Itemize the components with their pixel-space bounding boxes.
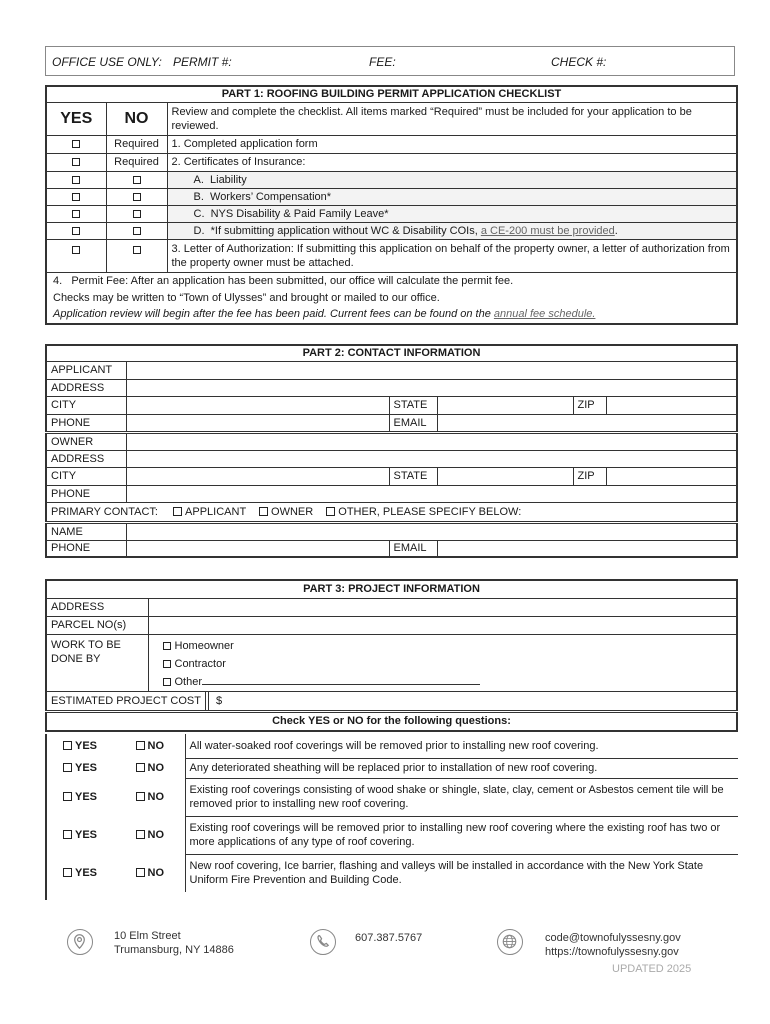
contact-email-label: EMAIL xyxy=(389,540,437,557)
contractor-checkbox[interactable] xyxy=(163,660,171,668)
work-by-options xyxy=(148,634,737,691)
contact-block xyxy=(545,931,681,959)
applicant-state-field[interactable] xyxy=(437,396,573,414)
contact-phone-label: PHONE xyxy=(46,540,126,557)
applicant-label: APPLICANT xyxy=(46,361,126,379)
part2-title: PART 2: CONTACT INFORMATION xyxy=(46,345,737,361)
part2-contact-table xyxy=(45,344,738,558)
applicant-phone-field[interactable] xyxy=(126,414,389,432)
q1-text: All water-soaked roof coverings will be removed prior to installing new roof covering. xyxy=(185,734,738,758)
cost-label-cell xyxy=(46,691,223,711)
owner-city-label: CITY xyxy=(46,467,126,485)
check-number-label: CHECK #: xyxy=(551,55,607,69)
item2-label: 2. Certificates of Insurance: xyxy=(167,153,737,171)
applicant-city-field[interactable] xyxy=(126,396,389,414)
homeowner-checkbox[interactable] xyxy=(163,642,171,650)
part1-checklist-table xyxy=(45,85,738,325)
footer-website[interactable]: https://townofulyssesny.gov xyxy=(545,946,679,958)
contact-phone-field[interactable] xyxy=(126,540,389,557)
questions-left-border xyxy=(45,734,47,900)
other-label: Other xyxy=(174,675,203,688)
footer-phone[interactable]: 607.387.5767 xyxy=(355,932,423,944)
q4-yes-checkbox[interactable] xyxy=(63,830,72,839)
parcel-field[interactable] xyxy=(148,616,737,634)
q3-text: Existing roof coverings consisting of wood shake or shingle, slate, clay, cement or Asbestos cement tile will be removed prior to installing new roof covering. xyxy=(185,778,738,816)
applicant-city-label: CITY xyxy=(46,396,126,414)
item2b-label: B. Workers’ Compensation* xyxy=(167,188,737,205)
q3-no-checkbox[interactable] xyxy=(136,792,145,801)
other-checkbox[interactable] xyxy=(163,678,171,686)
applicant-address-field[interactable] xyxy=(126,379,737,396)
primary-applicant-checkbox[interactable] xyxy=(173,507,182,516)
owner-field[interactable] xyxy=(126,432,737,450)
contact-email-field[interactable] xyxy=(437,540,737,557)
applicant-phone-label: PHONE xyxy=(46,414,126,432)
applicant-zip-label: ZIP xyxy=(573,396,606,414)
primary-other-label: OTHER, PLEASE SPECIFY BELOW: xyxy=(338,505,522,518)
globe-icon xyxy=(497,929,523,955)
item4-line3: Application review will begin after the fee has been paid. Current fees can be found on the xyxy=(53,308,494,320)
fee-label: FEE: xyxy=(369,55,396,69)
q2-yes-label: YES xyxy=(74,762,97,774)
footer-city: Trumansburg, NY 14886 xyxy=(114,944,234,956)
address-block xyxy=(114,929,234,957)
primary-contact-label: PRIMARY CONTACT: xyxy=(51,505,158,518)
cost-field[interactable] xyxy=(208,691,737,711)
primary-owner-label: OWNER xyxy=(271,505,314,518)
project-address-label: ADDRESS xyxy=(46,598,148,616)
applicant-field[interactable] xyxy=(126,361,737,379)
q4-no-checkbox[interactable] xyxy=(136,830,145,839)
q1-no-label: NO xyxy=(147,740,164,752)
questions-title: Check YES or NO for the following questions: xyxy=(46,711,737,731)
q2-yes-checkbox[interactable] xyxy=(63,763,72,772)
primary-contact-row xyxy=(46,502,737,522)
item2a-no-checkbox[interactable] xyxy=(133,176,141,184)
work-by-label: WORK TO BE DONE BY xyxy=(46,634,148,691)
item2-yes-checkbox[interactable] xyxy=(72,158,80,166)
item2d-yes-checkbox[interactable] xyxy=(72,227,80,235)
applicant-email-field[interactable] xyxy=(437,414,737,432)
item3-label: 3. Letter of Authorization: If submitting this application on behalf of the property owner, a letter of authorization from the property owner must be attached. xyxy=(167,239,737,272)
footer-email[interactable]: code@townofulyssesny.gov xyxy=(545,932,681,944)
permit-number-label: PERMIT #: xyxy=(173,55,232,69)
owner-address-label: ADDRESS xyxy=(46,450,126,467)
office-use-label: OFFICE USE ONLY: xyxy=(52,55,162,69)
item2c-label: C. NYS Disability & Paid Family Leave* xyxy=(167,205,737,222)
q3-yes-label: YES xyxy=(74,791,97,803)
no-header: NO xyxy=(106,102,167,135)
item3-no-checkbox[interactable] xyxy=(133,246,141,254)
q4-text: Existing roof coverings will be removed prior to installing new roof covering where the existing roof has two or more applications of any type of roof covering. xyxy=(185,816,738,854)
phone-icon xyxy=(310,929,336,955)
item2d-cell: D. *If submitting application without WC & Disability COIs, a CE-200 must be provided. xyxy=(167,222,737,239)
item1-yes-checkbox[interactable] xyxy=(72,140,80,148)
owner-label: OWNER xyxy=(46,432,126,450)
part1-title: PART 1: ROOFING BUILDING PERMIT APPLICATION CHECKLIST xyxy=(46,86,737,102)
contact-name-label: NAME xyxy=(46,522,126,540)
owner-state-field[interactable] xyxy=(437,467,573,485)
q5-yes-label: YES xyxy=(74,867,97,879)
q2-no-label: NO xyxy=(147,762,164,774)
q4-no-label: NO xyxy=(147,829,164,841)
item2c-no-checkbox[interactable] xyxy=(133,210,141,218)
owner-phone-field[interactable] xyxy=(126,485,737,502)
q5-no-label: NO xyxy=(147,867,164,879)
contractor-label: Contractor xyxy=(174,657,226,670)
owner-address-field[interactable] xyxy=(126,450,737,467)
part3-project-table xyxy=(45,579,738,732)
owner-zip-label: ZIP xyxy=(573,467,606,485)
applicant-zip-field[interactable] xyxy=(606,396,737,414)
checklist-intro: Review and complete the checklist. All items marked “Required” must be included for your application to be reviewed. xyxy=(167,102,737,135)
item4-cell xyxy=(46,272,737,324)
q5-yes-checkbox[interactable] xyxy=(63,868,72,877)
owner-phone-label: PHONE xyxy=(46,485,126,502)
item2b-no-checkbox[interactable] xyxy=(133,193,141,201)
questions-table xyxy=(45,734,738,892)
primary-other-checkbox[interactable] xyxy=(326,507,335,516)
q1-yes-checkbox[interactable] xyxy=(63,741,72,750)
item2-required: Required xyxy=(106,153,167,171)
item2d-no-checkbox[interactable] xyxy=(133,227,141,235)
q1-yes-label: YES xyxy=(74,740,97,752)
q2-text: Any deteriorated sheathing will be replaced prior to installation of new roof covering. xyxy=(185,758,738,778)
applicant-email-label: EMAIL xyxy=(389,414,437,432)
q3-yes-checkbox[interactable] xyxy=(63,792,72,801)
parcel-label: PARCEL NO(s) xyxy=(46,616,148,634)
q1-no-checkbox[interactable] xyxy=(136,741,145,750)
other-specify-line[interactable] xyxy=(202,674,480,685)
item2a-yes-checkbox[interactable] xyxy=(72,176,80,184)
q5-no-checkbox[interactable] xyxy=(136,868,145,877)
dollar-sign: $ xyxy=(215,694,223,707)
owner-zip-field[interactable] xyxy=(606,467,737,485)
item2d-label: D. *If submitting application without WC & Disability COIs, xyxy=(193,224,481,237)
footer-street: 10 Elm Street xyxy=(114,930,181,942)
applicant-state-label: STATE xyxy=(389,396,437,414)
item4-line1: 4. Permit Fee: After an application has been submitted, our office will calculate the permit fee. xyxy=(53,275,514,287)
primary-applicant-label: APPLICANT xyxy=(185,505,246,518)
item1-required: Required xyxy=(106,135,167,153)
homeowner-label: Homeowner xyxy=(174,639,234,652)
project-address-field[interactable] xyxy=(148,598,737,616)
updated-label: UPDATED 2025 xyxy=(612,963,692,975)
item2c-yes-checkbox[interactable] xyxy=(72,210,80,218)
applicant-address-label: ADDRESS xyxy=(46,379,126,396)
ce200-link[interactable]: a CE-200 must be provided xyxy=(480,224,615,237)
q2-no-checkbox[interactable] xyxy=(136,763,145,772)
item2a-label: A. Liability xyxy=(167,171,737,188)
owner-city-field[interactable] xyxy=(126,467,389,485)
part3-title: PART 3: PROJECT INFORMATION xyxy=(46,580,737,598)
item2b-yes-checkbox[interactable] xyxy=(72,193,80,201)
primary-owner-checkbox[interactable] xyxy=(259,507,268,516)
contact-name-field[interactable] xyxy=(126,522,737,540)
q3-no-label: NO xyxy=(147,791,164,803)
cost-label: ESTIMATED PROJECT COST xyxy=(51,694,201,707)
owner-state-label: STATE xyxy=(389,467,437,485)
item3-yes-checkbox[interactable] xyxy=(72,246,80,254)
q5-text: New roof covering, Ice barrier, flashing and valleys will be installed in accordance with the New York State Uniform Fire Prevention and Building Code. xyxy=(185,854,738,892)
item4-line2: Checks may be written to “Town of Ulysses” and brought or mailed to our office. xyxy=(53,291,440,304)
yes-header: YES xyxy=(46,102,106,135)
q4-yes-label: YES xyxy=(74,829,97,841)
fee-schedule-link[interactable]: annual fee schedule. xyxy=(493,308,596,320)
location-pin-icon xyxy=(67,929,93,955)
item1-label: 1. Completed application form xyxy=(167,135,737,153)
office-use-bar xyxy=(45,46,735,76)
